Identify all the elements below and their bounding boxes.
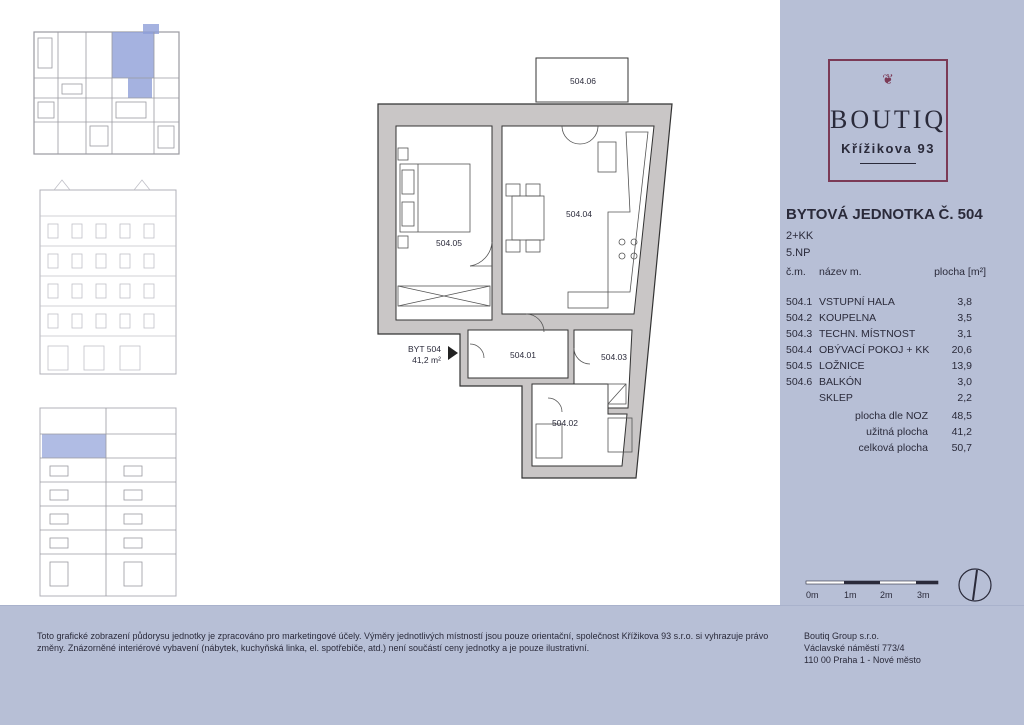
summary-label: užitná plocha (866, 426, 928, 438)
room-area: 13,9 (951, 360, 972, 372)
header-name: název m. (819, 266, 862, 278)
living-room-floor (502, 126, 654, 314)
company-name: Boutiq Group s.r.o. (804, 631, 880, 641)
room-area: 3,5 (957, 312, 972, 324)
room-label-bath: 504.02 (552, 418, 578, 428)
room-number: 504.4 (786, 344, 813, 356)
room-number: 504.1 (786, 296, 813, 308)
boutiq-logo (828, 59, 948, 182)
north-arrow-icon (956, 566, 994, 604)
bedroom-floor (396, 126, 492, 320)
table-row (786, 312, 1000, 328)
scale-label: 1m (844, 590, 857, 600)
unit-floor: 5.NP (786, 247, 811, 259)
company-address (804, 630, 921, 666)
room-name: OBÝVACÍ POKOJ + KK (819, 344, 930, 356)
summary-value: 41,2 (951, 426, 972, 438)
unit-label (408, 344, 441, 366)
building-facade-elevation (34, 176, 184, 376)
entrance-arrow-icon (448, 346, 458, 360)
table-row (786, 344, 1000, 360)
summary-value: 50,7 (951, 442, 972, 454)
room-area: 3,1 (957, 328, 972, 340)
table-row (786, 392, 1000, 408)
scale-bar (804, 578, 944, 588)
room-label-hall: 504.01 (510, 350, 536, 360)
floor-plan (372, 52, 682, 482)
room-table (786, 296, 1000, 408)
summary-label: plocha dle NOZ (855, 410, 928, 422)
room-name: KOUPELNA (819, 312, 877, 324)
summary-row (786, 410, 1000, 426)
table-row (786, 328, 1000, 344)
disclaimer-text: Toto grafické zobrazení půdorysu jednotky je zpracováno pro marketingové účely. Výměry jednotlivých místností jsou pouze orientační, společnost Křížikova 93 s.r.o. si vyhrazuje právo změny. Znázorněné interiérové vybavení (nábytek, kuchyňská linka, el. spotřebiče, atd.) není součástí ceny jednotky a je pouze ilustrativní. (37, 631, 769, 653)
room-name: LOŽNICE (819, 360, 865, 372)
header-area: plocha [m²] (934, 266, 986, 278)
header-number: č.m. (786, 266, 806, 278)
ornament-icon: ❦ (882, 71, 894, 87)
table-row (786, 296, 1000, 312)
summary-row (786, 426, 1000, 442)
building-section-elevation (34, 394, 184, 598)
floor-key-plan (28, 22, 188, 162)
room-area: 2,2 (957, 392, 972, 404)
room-number: 504.6 (786, 376, 813, 388)
logo-name: BOUTIQ (830, 105, 947, 134)
unit-name: BYT 504 (408, 344, 441, 354)
summary-row (786, 442, 1000, 458)
logo-subtitle: Křížikova 93 (841, 141, 935, 156)
room-label-tech: 504.03 (601, 352, 627, 362)
scale-label: 3m (917, 590, 930, 600)
room-area: 3,0 (957, 376, 972, 388)
company-city: 110 00 Praha 1 - Nové město (804, 655, 921, 665)
unit-title: BYTOVÁ JEDNOTKA Č. 504 (786, 206, 983, 223)
company-street: Václavské náměstí 773/4 (804, 643, 905, 653)
room-label-bedroom: 504.05 (436, 238, 462, 248)
scale-label: 2m (880, 590, 893, 600)
room-name: SKLEP (819, 392, 853, 404)
room-label-balcony: 504.06 (570, 76, 596, 86)
room-number: 504.5 (786, 360, 813, 372)
unit-layout: 2+KK (786, 230, 814, 242)
room-number: 504.2 (786, 312, 813, 324)
unit-area: 41,2 m² (412, 355, 441, 365)
table-row (786, 360, 1000, 376)
logo-divider (860, 163, 916, 164)
room-area: 20,6 (951, 344, 972, 356)
room-area: 3,8 (957, 296, 972, 308)
summary-label: celková plocha (858, 442, 928, 454)
room-name: VSTUPNÍ HALA (819, 296, 895, 308)
room-name: TECHN. MÍSTNOST (819, 328, 916, 340)
room-label-living: 504.04 (566, 209, 592, 219)
room-number: 504.3 (786, 328, 813, 340)
scale-label: 0m (806, 590, 819, 600)
table-row (786, 376, 1000, 392)
room-name: BALKÓN (819, 376, 862, 388)
summary-value: 48,5 (951, 410, 972, 422)
